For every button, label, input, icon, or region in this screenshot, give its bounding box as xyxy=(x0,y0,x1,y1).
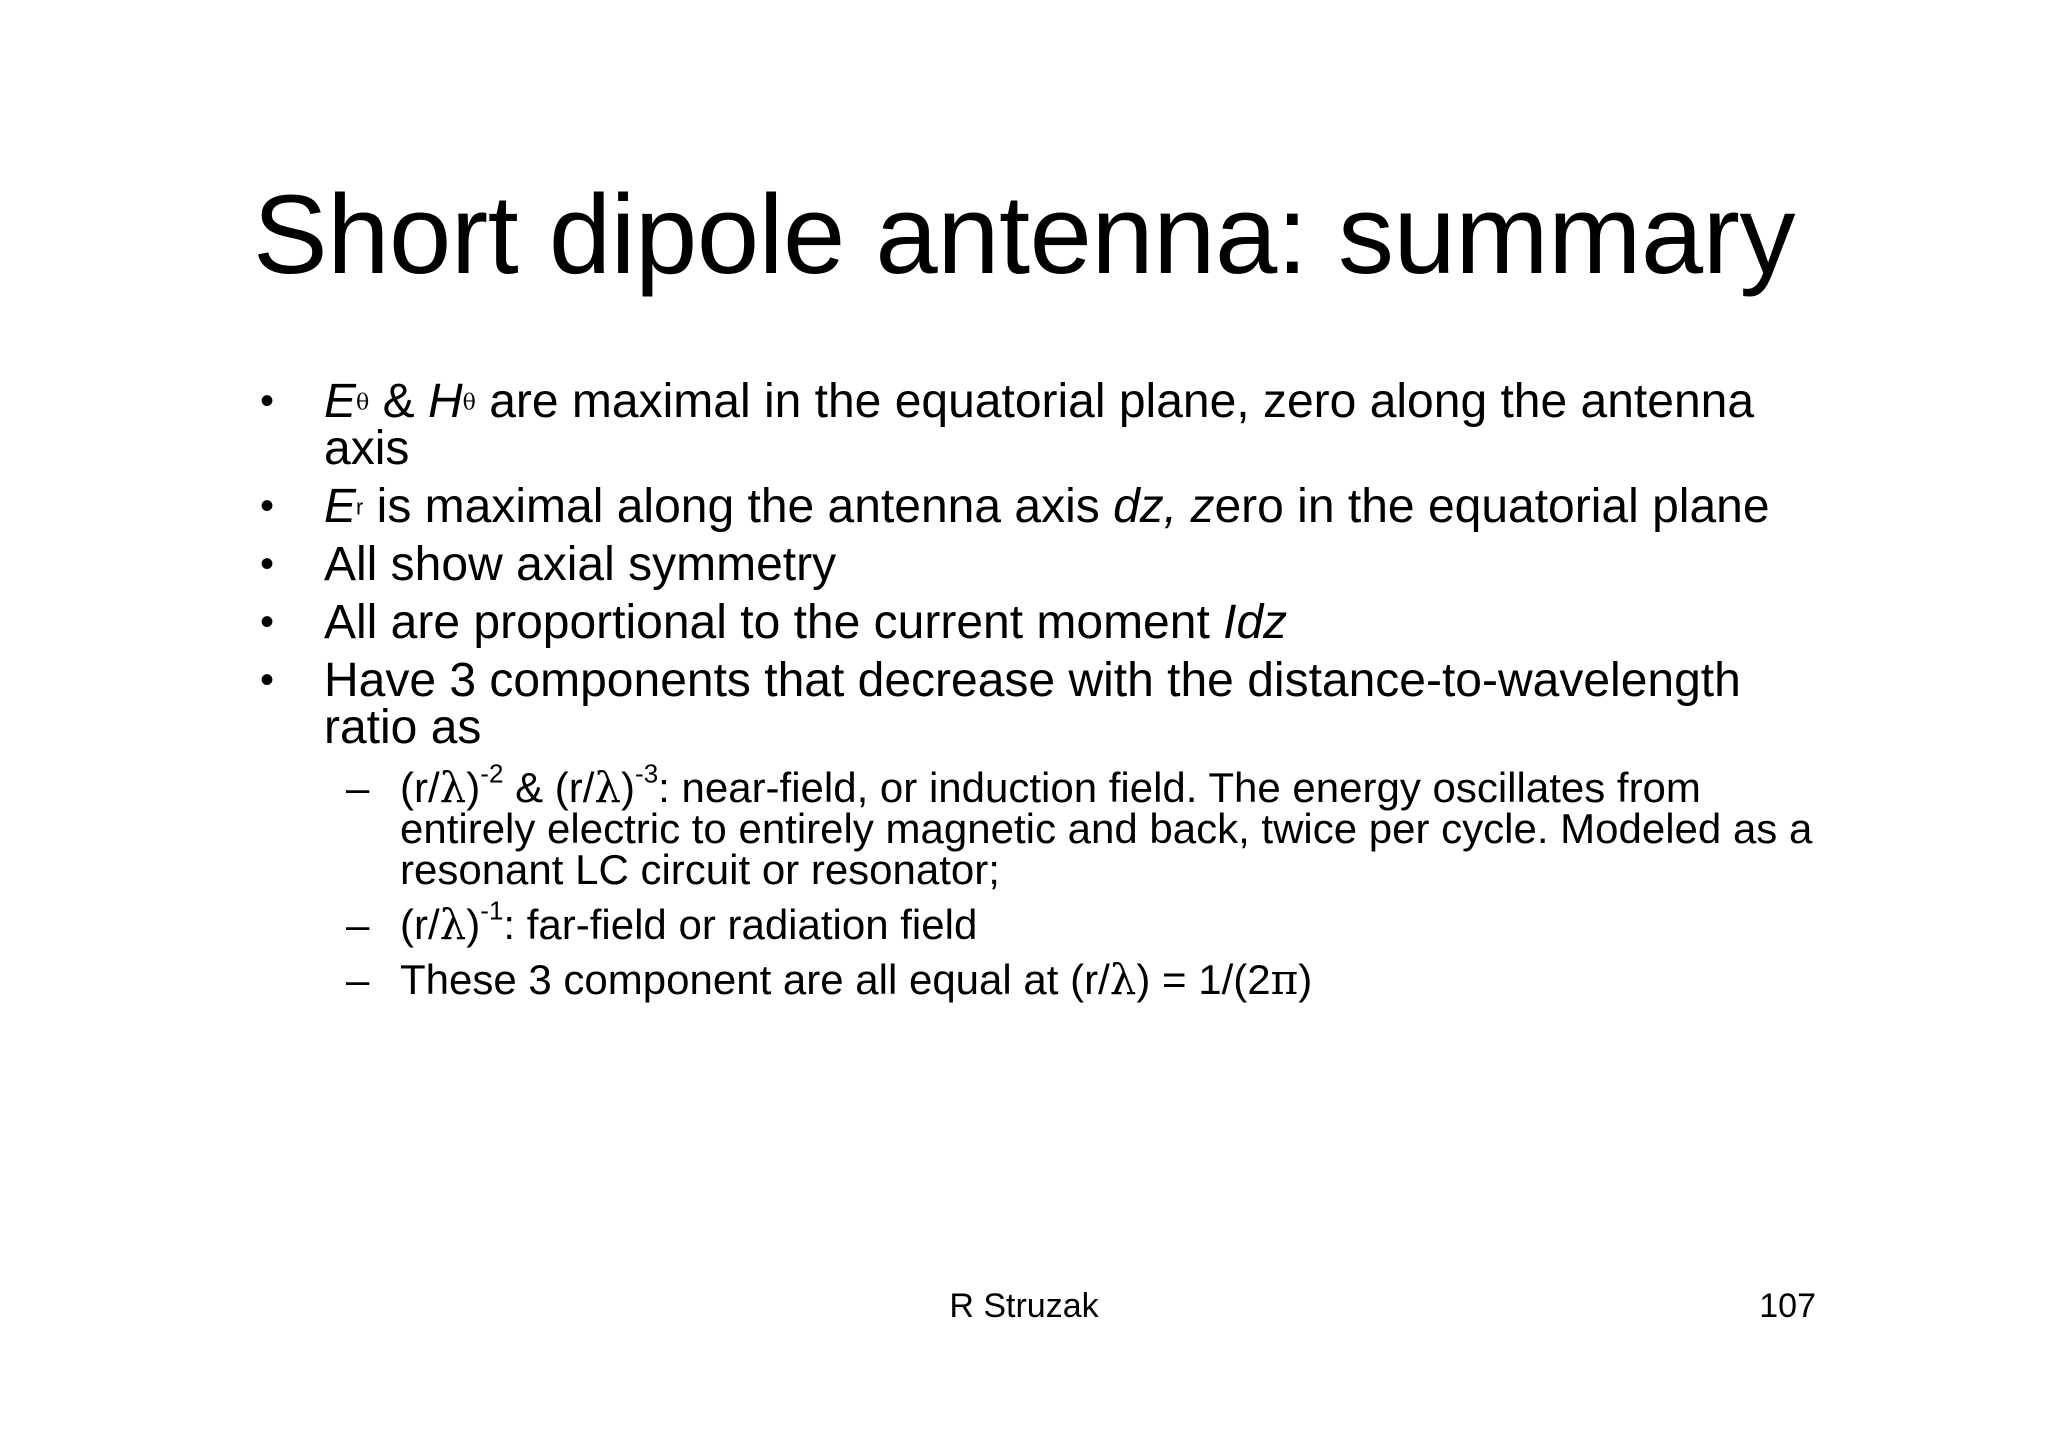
sub-text: ) xyxy=(621,764,636,811)
r-subscript: r xyxy=(356,494,364,520)
bullet-text: Have 3 components that decrease with the distance-to-wavelength ratio as xyxy=(324,654,1741,754)
bullet-glyph: • xyxy=(260,600,275,644)
bullet-glyph: • xyxy=(260,542,275,586)
dz-symbol: dz, z xyxy=(1113,480,1215,533)
theta-subscript: θ xyxy=(462,390,476,416)
sub-text: : far-field or radiation field xyxy=(503,901,978,948)
sub-bullet-item xyxy=(260,895,1820,949)
e-symbol: E xyxy=(324,480,357,533)
bullet-text: All are proportional to the current moment xyxy=(324,596,1224,649)
sub-bullet-list xyxy=(260,758,1820,1004)
sub-text: & (r/ xyxy=(503,764,595,811)
idz-symbol: Idz xyxy=(1223,596,1288,649)
h-symbol: H xyxy=(427,375,463,428)
lambda-symbol: λ xyxy=(439,763,467,812)
bullet-text: ero in the equatorial plane xyxy=(1214,480,1770,533)
exponent: -3 xyxy=(635,758,659,789)
sub-text: : near-field, or induction field. The energy oscillates from entirely electric to entirely magnetic and back, twice per cycle. Modeled as a resonant LC circuit or resonator; xyxy=(400,764,1813,893)
bullet-item xyxy=(260,375,1820,475)
sub-text: ) xyxy=(1298,956,1313,1003)
footer-author: R Struzak xyxy=(949,1287,1099,1325)
sub-text: (r/ xyxy=(400,901,440,948)
bullet-glyph: • xyxy=(260,379,275,423)
sub-text: ) xyxy=(466,901,481,948)
sub-text: ) xyxy=(466,764,481,811)
slide-title: Short dipole antenna: summary xyxy=(253,172,1795,297)
pi-symbol: π xyxy=(1270,955,1299,1004)
dash-glyph: – xyxy=(346,764,370,811)
bullet-text: are maximal in the equatorial plane, zero along the antenna axis xyxy=(324,375,1755,475)
theta-subscript: θ xyxy=(356,390,370,416)
dash-glyph: – xyxy=(346,901,370,948)
exponent: -1 xyxy=(480,895,504,926)
bullet-glyph: • xyxy=(260,658,275,702)
lambda-symbol: λ xyxy=(594,763,622,812)
lambda-symbol: λ xyxy=(439,900,467,949)
bullet-item xyxy=(260,596,1820,649)
lambda-symbol: λ xyxy=(1109,955,1137,1004)
sub-text: ) = 1/(2 xyxy=(1136,956,1271,1003)
bullet-list xyxy=(260,375,1820,1014)
bullet-text: All show axial symmetry xyxy=(324,538,837,591)
page-number: 107 xyxy=(1759,1287,1816,1325)
sub-bullet-item xyxy=(260,758,1820,893)
dash-glyph: – xyxy=(346,956,370,1003)
sub-bullet-item xyxy=(260,955,1820,1004)
bullet-item xyxy=(260,538,1820,591)
bullet-glyph: • xyxy=(260,484,275,528)
ampersand-text: & xyxy=(369,375,428,428)
e-symbol: E xyxy=(324,375,357,428)
bullet-text: is maximal along the antenna axis xyxy=(363,480,1114,533)
sub-text: (r/ xyxy=(400,764,440,811)
sub-text: These 3 component are all equal at (r/ xyxy=(400,956,1110,1003)
bullet-item xyxy=(260,654,1820,1004)
bullet-item xyxy=(260,480,1820,533)
exponent: -2 xyxy=(480,758,504,789)
